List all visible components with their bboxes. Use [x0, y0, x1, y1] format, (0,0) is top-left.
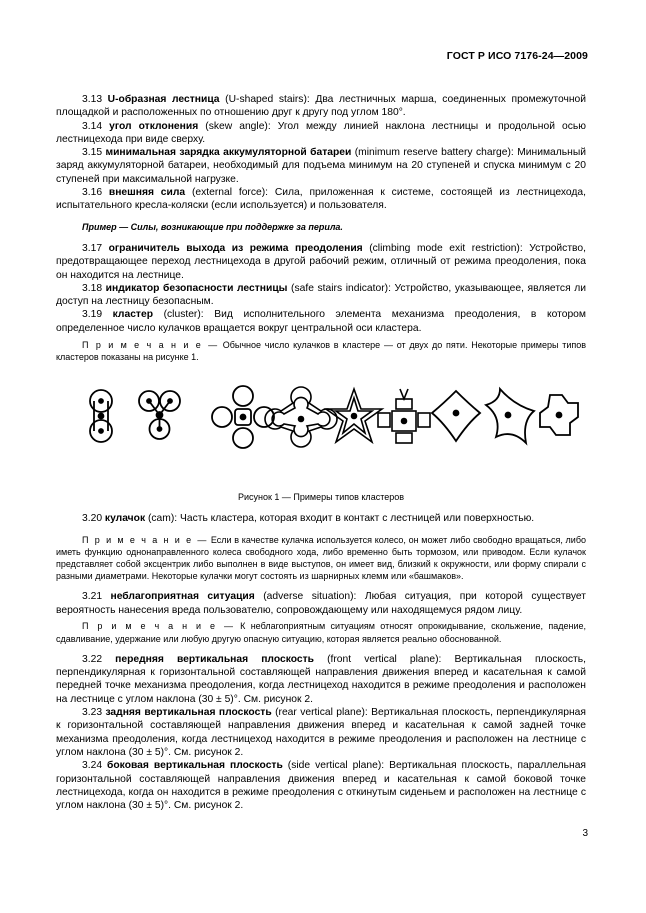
cluster-3-lobe-icon	[486, 389, 534, 443]
term: задняя вертикальная плоскость	[105, 707, 272, 719]
definition-3-23: 3.23 задняя вертикальная плоскость (rear vertical plane): Вертикальная плоскость, перпендикулярная к горизонтальной составляющей направления движения вперед и касательная к самой задней точке механизма преодоления, когда лестницеход находится в режиме преодоления и расположен на лестнице с углом наклона (30 ± 5)°. См. рисунок 2.	[56, 707, 586, 758]
definition-3-18: 3.18 индикатор безопасности лестницы (safe stairs indicator): Устройство, указывающее, является ли доступ на лестницу безопасным.	[56, 282, 586, 308]
definition-3-13: 3.13 U-образная лестница (U-shaped stairs): Два лестничных марша, соединенных промежуточной площадкой и расположенных по отношению друг к другу под углом 180°.	[56, 94, 586, 119]
definition-3-20: 3.20 кулачок (cam): Часть кластера, которая входит в контакт с лестницей или поверхностью.	[82, 513, 535, 525]
term: индикатор безопасности лестницы	[105, 282, 288, 294]
cluster-3-cam-icon	[139, 391, 180, 439]
definition-3-15: 3.15 минимальная зарядка аккумуляторной батареи (minimum reserve battery charge): Минимальный заряд аккумуляторной батареи, необходимый для подъема минимум на 20 ступеней и спуска минимум с 20 ступеней при максимальной нагрузке.	[56, 147, 586, 185]
term: боковая вертикальная плоскость	[107, 760, 283, 772]
example-text: Пример — Силы, возникающие при поддержке за перила.	[82, 221, 343, 232]
cluster-shoe-icon	[378, 389, 430, 443]
term: кластер	[112, 309, 153, 321]
term: U-образная лестница	[107, 94, 220, 105]
definition-3-22: 3.22 передняя вертикальная плоскость (front vertical plane): Вертикальная плоскость, перпендикулярная к горизонтальной составляющей направления движения вперед и касательная к самой передней точке механизма преодоления, когда лестницеход находится в режиме преодоления и расположен на лестнице с углом наклона (30 ± 5)°. См. рисунок 2.	[56, 653, 586, 705]
cluster-4-lobe-icon	[432, 391, 480, 441]
definition-3-24: 3.24 боковая вертикальная плоскость (side vertical plane): Вертикальная плоскость, параллельная горизонтальной составляющей направления движения вперед и касательная к самой боковой точке лестницехода, когда он находится в режиме преодоления с откинутым сиденьем и расположен на лестнице с углом наклона (30 ± 5)°. См. рисунок 2.	[56, 760, 586, 812]
note-3: П р и м е ч а н и е — К неблагоприятным ситуациям относят опрокидывание, скольжение, падение, сдавливание, удержание или любую другую опасную ситуацию, которая является реально обоснованной.	[56, 621, 586, 644]
term: ограничитель выхода из режима преодоления	[108, 242, 363, 254]
term: неблагоприятная ситуация	[110, 591, 255, 603]
term: внешняя сила	[108, 187, 186, 199]
definition-3-19: 3.19 кластер (cluster): Вид исполнительного элемента механизма преодоления, в котором определенное число кулачков вращается вокруг центральной оси кластера.	[56, 309, 586, 334]
term: передняя вертикальная плоскость	[115, 653, 314, 665]
page-content	[56, 93, 586, 812]
page-number: 3	[582, 828, 588, 839]
definition-3-21: 3.21 неблагоприятная ситуация (adverse situation): Любая ситуация, при которой существует вероятность нанесения вреда пользователю, сопровождающему или находящемуся рядом лицу.	[56, 591, 586, 616]
figure-clusters	[56, 367, 586, 487]
cluster-2-cam-icon	[90, 390, 112, 442]
page-header: ГОСТ Р ИСО 7176-24—2009	[446, 50, 588, 62]
note-2: П р и м е ч а н и е — Если в качестве кулачка используется колесо, он может либо свободно вращаться, либо иметь функцию однонаправленного колеса свободного хода, либо временно быть тормозом, или приводом. Если кулачок представляет собой эксцентрик либо выполнен в виде выступов, он имеет вид, близкий к окружности, или форму спирали с разными диаметрами. Некоторые кулачки могут состоять из шарнирных клемм или «башмаков».	[56, 534, 586, 582]
definition-3-16: 3.16 внешняя сила (external force): Сила, приложенная к системе, состоящей из лестницехода, испытательного кресла-коляски (если используется) и пользователя.	[56, 187, 586, 212]
definition-3-17: 3.17 ограничитель выхода из режима преодоления (climbing mode exit restriction): Устройство, предотвращающее переход лестницехода в другой рабочий режим, отличный от режима преодоления, пока он находится на лестнице.	[56, 242, 586, 281]
cluster-4-hook-icon	[540, 395, 578, 435]
cluster-5-star-icon	[326, 389, 382, 442]
term: кулачок	[104, 513, 146, 525]
note-1: П р и м е ч а н и е — Обычное число кулачков в кластере — от двух до пяти. Некоторые примеры типов кластеров показаны на рисунке 1.	[56, 339, 587, 362]
figure-caption: Рисунок 1 — Примеры типов кластеров	[237, 491, 405, 502]
definition-3-14: 3.14 угол отклонения (skew angle): Угол между линией наклона лестницы и продольной осью лестницехода при виде сверху.	[56, 120, 586, 145]
cluster-4-wheel-icon	[265, 387, 337, 447]
term: минимальная зарядка аккумуляторной батареи	[105, 147, 352, 159]
figure-drawing	[56, 367, 586, 487]
term: угол отклонения	[109, 120, 199, 132]
